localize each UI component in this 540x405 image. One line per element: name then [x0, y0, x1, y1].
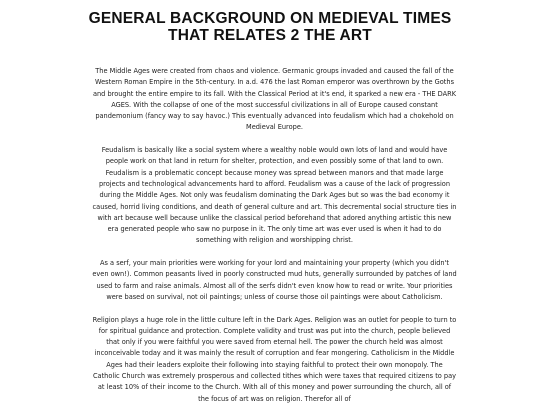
paragraph-fall-of-rome: The Middle Ages were created from chaos and violence. Germanic groups invaded and caused the fall of the Western Roman Empire in the 5th-century. In a.d. 476 the last Roman emperor was overthrown by the Goths and brought the entire empire to its fall. With the Classical Period at it's end, it sparked a new era - THE DARK AGES. With the collapse of one of the most successful civilizations in all of Europe caused constant pandemonium (fancy way to say havoc.) This eventually advanced into feudalism which had a chokehold on Medieval Europe. [92, 67, 457, 132]
paragraph-feudalism: Feudalism is basically like a social system where a wealthy noble would own lots of land and would have people work on that land in return for shelter, protection, and even possibly some of that land to own. Feudalism is a problematic concept because money was spread between manors and that made large projects and technological advancements hard to afford. Feudalism was a cause of the lack of progression during the Middle Ages. Not only was feudalism dominating the Dark Ages but so was the bad economy it caused, horrid living conditions, and death of general culture and art. This decremental social structure ties in with art because well because unlike the classical period beforehand that adored anything artistic this new era generated people who saw no purpose in it. The only time art was ever used is when it had to do something with religion and worshipping christ. [92, 146, 457, 245]
paragraph-serf-life: As a serf, your main priorities were working for your lord and maintaining your property (which you didn't even own!). Common peasants lived in poorly constructed mud huts, generally surrounded by patches of land used to farm and raise animals. Almost all of the serfs didn't even know how to read or write. Your priorities were based on survival, not oil paintings; unless of course those oil paintings were about Catholicism. [92, 259, 457, 301]
paragraph-religion: Religion plays a huge role in the little culture left in the Dark Ages. Religion was an outlet for people to turn to for spiritual guidance and protection. Complete validity and trust was put into the church, people believed that only if you were faithful you were saved from eternal hell. The power the church held was almost inconceivable today and it was mainly the result of corruption and fear mongering. Catholicism in the Middle Ages had their leaders exploite their following into staying faithful to protect their own monopoly. The Catholic Church was extremely prosperous and collected tithes which were taxes that required citizens to pay at least 10% of their income to the Church. With all of this money and power surrounding the church, all of the focus of art was on religion. Therefor all of [92, 315, 457, 403]
article-body [92, 66, 457, 405]
page-title [0, 0, 540, 44]
page-title-line-2: THAT RELATES 2 THE ART [168, 27, 372, 44]
page-title-line-1: GENERAL BACKGROUND ON MEDIEVAL TIMES [88, 10, 452, 27]
